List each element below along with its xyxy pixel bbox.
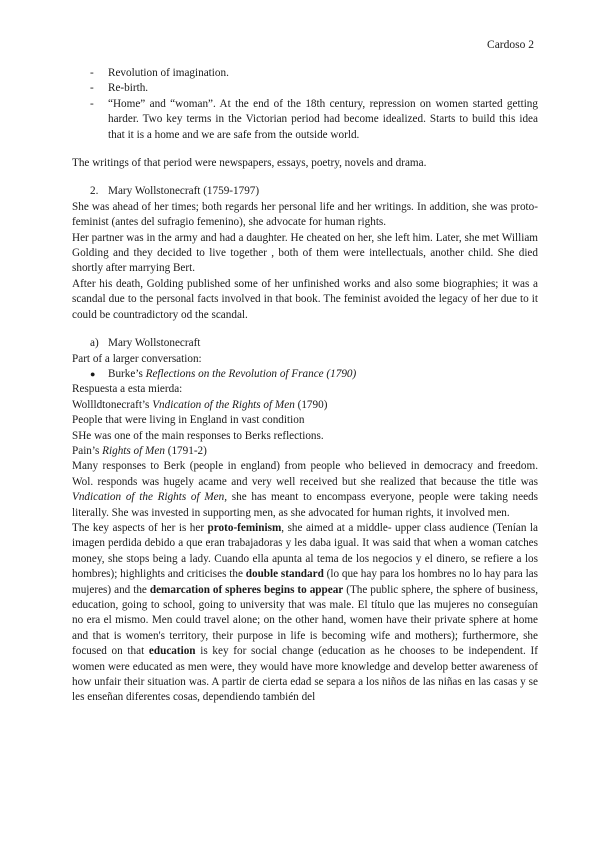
book-title: Reflections on the Revolution of France (1790) [145, 367, 357, 380]
text-run: The key aspects of her is her [72, 521, 208, 534]
section-2-paragraph-1: She was ahead of her times; both regards her personal life and her writings. In addition, she was proto-feminist (antes del sufragio femenino), she advocate for human rights. [72, 200, 538, 229]
list-item [72, 97, 538, 143]
list-item [72, 66, 538, 81]
text-run: Many responses to Berk (people in england) from people who believed in democracy and freedom. Wol. responds was hugely acame and very well received but she realized that because the title was [72, 460, 538, 488]
dash-marker: - [90, 67, 94, 79]
bullet-item [72, 367, 538, 382]
bullet-prefix: Burke’s [108, 367, 146, 380]
text-run: (lo que hay para los hombres no lo hay para las mujeres) and the [72, 568, 538, 596]
list-item [72, 81, 538, 96]
pain-line [72, 444, 538, 459]
book-title: Rights of Men [102, 444, 165, 457]
responses-paragraph [72, 459, 538, 521]
list-item-text: Re-birth. [108, 82, 149, 95]
bold-term: proto-feminism [207, 521, 282, 534]
line-suffix: (1790) [294, 398, 328, 411]
intro-dash-list [72, 66, 538, 143]
section-title: Mary Wollstonecraft [108, 337, 201, 350]
bold-term: demarcation of spheres begins to appear [149, 583, 344, 596]
book-title: Vndication of the Rights of Men, [72, 491, 228, 504]
list-item-text: “Home” and “woman”. At the end of the 18th century, repression on women started getting harder. Two key terms in the Victorian period had become idealized. Starts to build this idea that it is a home and we are safe from the outside world. [108, 97, 538, 141]
writings-paragraph: The writings of that period were newspapers, essays, poetry, novels and drama. [72, 157, 427, 170]
text-run: (The public sphere, the sphere of business, education, going to school, going to university that was male. El título que las mujeres no conseguían no era el mismo. Men could travel alone; on the other hand, women have their private sphere at home and that is women's territory, their purpose in life is becoming wife and mothers); furthermore, she focused on that [72, 583, 538, 658]
bold-term: education [148, 645, 196, 658]
text-run: , she aimed at a middle- upper class audience (Tenían la imagen perdida debido a que eran trabajadoras y les daba igual. It was said that when a woman catches money, she stops being a lady. Cuando ella apunta al tema de los negocios y el dinero, se refiere a los hombres); highlights and criticises the [72, 521, 538, 581]
text-run: is key for social change (education as he chooses to be independent. If women were educated as men were, they would have more knowledge and develop better awareness of how unfair their situation was. A partir de cierta edad se separa a los niños de las niñas en las casas y se les enseñan diferentes cosas, dependiendo también del [72, 645, 538, 704]
dash-marker: - [90, 97, 94, 110]
section-2-paragraph-2: Her partner was in the army and had a daughter. He cheated on her, she left him. Later, she met William Golding and they decided to live together , both of them were intellectuals, another child. She died shortly after marrying Bert. [72, 231, 538, 275]
section-title: Mary Wollstonecraft (1759-1797) [108, 185, 260, 198]
section-a-heading [72, 336, 538, 351]
responses-line: SHe was one of the main responses to Berks reflections. [72, 429, 324, 442]
line-prefix: Pain’s [72, 444, 103, 457]
dash-marker: - [90, 82, 94, 95]
section-letter: a) [90, 337, 99, 350]
line-prefix: Wollldtonecraft’s [72, 398, 153, 411]
vindication-line [72, 398, 538, 413]
page-header: Cardoso 2 [487, 39, 534, 51]
key-aspects-paragraph [72, 521, 538, 706]
list-item-text: Revolution of imagination. [108, 67, 229, 79]
england-line: People that were living in England in vast condition [72, 414, 305, 427]
context-line: Part of a larger conversation: [72, 352, 202, 365]
bold-term: double standard [245, 568, 324, 581]
section-number: 2. [90, 185, 99, 198]
section-2-heading [72, 184, 538, 199]
bullet-marker: ● [90, 368, 96, 379]
response-line: Respuesta a esta mierda: [72, 383, 183, 396]
page-body [72, 66, 538, 706]
book-title: Vndication of the Rights of Men [152, 398, 295, 411]
section-2-paragraph-3: After his death, Golding published some of her unfinished works and also some biographies; it was a scandal due to the personal facts involved in that book. The feminist avoided the legacy of her due to it could be countradictory od the scandal. [72, 277, 538, 321]
line-suffix: (1791-2) [164, 444, 207, 457]
text-run: she has meant to encompass everyone, people were taking needs literally. She was invested in supporting men, as she advocated for human rights, it involved men. [72, 491, 538, 519]
